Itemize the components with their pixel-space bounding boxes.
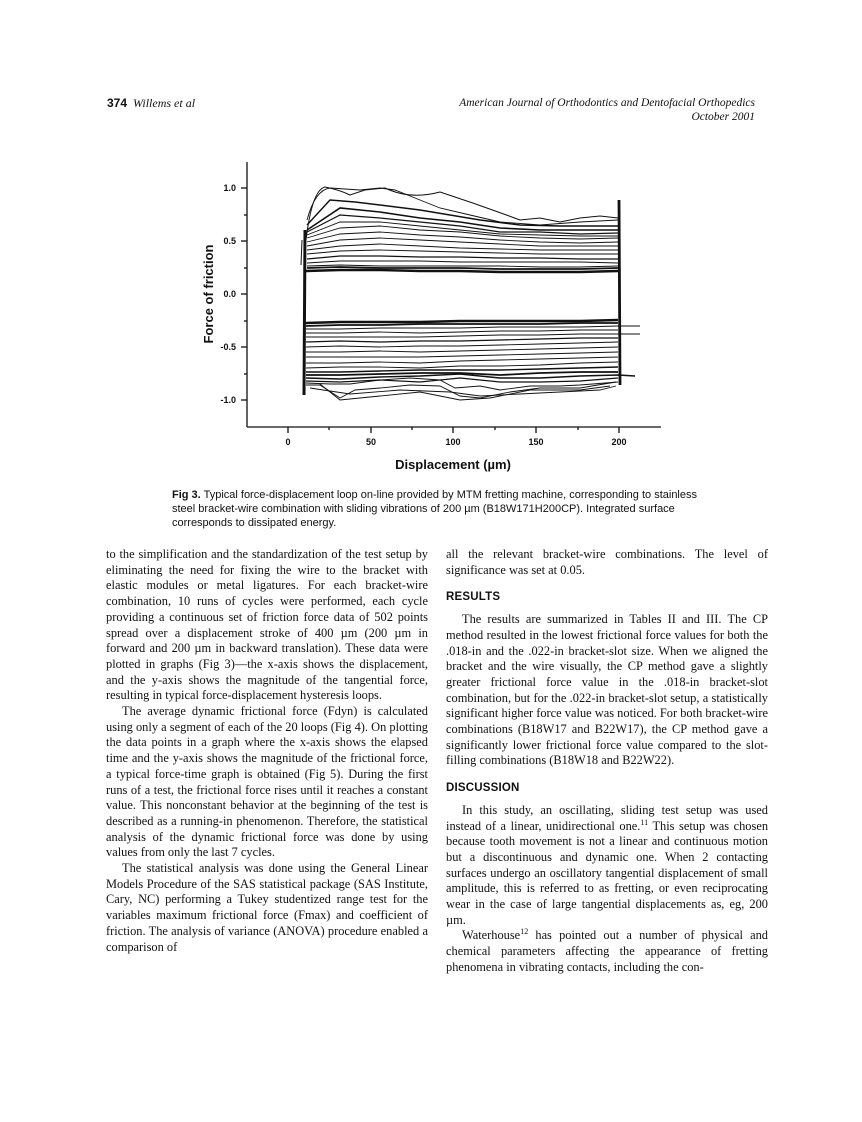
- page-number: 374: [107, 96, 128, 110]
- paragraph: The average dynamic frictional force (Fdyn) is calculated using only a segment of each of the 20 loops (Fig 4). On plotting the data points in a graph where the x-axis shows the elapsed time and the y-axis shows the magnitude of the frictional force, a typical force-time graph is obtained (Fig 5). During the first runs of a test, the frictional force rises until it reaches a constant value. This nonconstant behavior at the beginning of the test is described as a running-in phenomenon. Therefore, the statistical analysis of the dynamic frictional force was done by using values from only the last 7 cycles.: [106, 704, 428, 860]
- figure-caption: [172, 488, 702, 530]
- y-tick-labels: [220, 183, 236, 405]
- y-axis-label: Force of friction: [201, 244, 216, 344]
- text-run: has pointed out a number of physical and chemical parameters affecting the appearance of fretting phenomena in vibrating contacts, including the con-: [446, 928, 768, 974]
- reference-marker: 12: [520, 927, 529, 937]
- loop-traces: [301, 187, 640, 400]
- hysteresis-chart: [180, 160, 680, 480]
- svg-text:200: 200: [611, 437, 627, 447]
- figure-caption-text: Typical force-displacement loop on-line provided by MTM fretting machine, corresponding to stainless steel bracket-wire combination with sliding vibrations of 200 µm (B18W171H200CP). Integrated surface corresponds to dissipated energy.: [172, 489, 697, 529]
- svg-text:-0.5: -0.5: [220, 342, 236, 352]
- svg-text:50: 50: [365, 437, 377, 447]
- text-run: In this study, an oscillating, sliding test setup was used instead of a linear, unidirectional one.: [446, 802, 768, 833]
- reference-marker: 11: [640, 817, 649, 827]
- paragraph: The results are summarized in Tables II and III. The CP method resulted in the lowest frictional force values for both the .018-in and the .022-in bracket-slot size. When we aligned the bracket and the wire visually, the CP method gave a slightly greater frictional force value in the .018-in bracket-slot combination, but for the .022-in bracket-slot setup, a statistically significant higher force value was noticed. For both bracket-wire combinations (B18W17 and B22W17), the CP method gave a significantly lower frictional force value compared to the slot-filling combinations (B18W18 and B22W22).: [446, 612, 768, 768]
- x-tick-labels: [285, 437, 626, 447]
- left-column: [106, 547, 428, 955]
- svg-text:0.0: 0.0: [223, 289, 236, 299]
- figure-3: [180, 160, 680, 480]
- svg-text:100: 100: [445, 437, 461, 447]
- x-axis-label: Displacement (µm): [395, 457, 511, 472]
- svg-text:0.5: 0.5: [223, 236, 236, 246]
- journal-name: American Journal of Orthodontics and Dentofacial Orthopedics: [459, 97, 755, 109]
- author-line: Willems et al: [133, 96, 196, 110]
- paragraph: The statistical analysis was done using the General Linear Models Procedure of the SAS statistical package (SAS Institute, Cary, NC) performing a Tukey studentized range test for the variables maximum frictional force (Fmax) and coefficient of friction. The analysis of variance (ANOVA) procedure enabled a comparison of: [106, 861, 428, 954]
- running-head-right: [459, 96, 755, 124]
- svg-text:150: 150: [528, 437, 544, 447]
- svg-text:-1.0: -1.0: [220, 395, 236, 405]
- text-run: This setup was chosen because tooth movement is not a linear and continuous motion but a discontinuous and dynamic one. When 2 contacting surfaces undergo an oscillatory tangential displacement of small amplitude, this is referred to as fretting, or even reciprocating wear in the case of large tangential displacements as, eg, 200 µm.: [446, 818, 769, 927]
- section-heading-discussion: DISCUSSION: [446, 782, 520, 795]
- issue-date: October 2001: [691, 111, 755, 123]
- figure-label: Fig 3.: [172, 489, 201, 501]
- section-heading-results: RESULTS: [446, 591, 501, 604]
- right-column: [446, 547, 768, 976]
- running-head-left: [107, 96, 195, 111]
- paragraph: to the simplification and the standardization of the test setup by eliminating the need for fixing the wire to the bracket with elastic modules or metal ligatures. For each bracket-wire combination, 10 runs of cycles were performed, each cycle providing a continuous set of friction force data of 502 points spread over a displacement stroke of 400 µm (200 µm in forward and 200 µm in backward translation). These data were plotted in graphs (Fig 3)—the x-axis shows the displacement, and the y-axis shows the magnitude of the tangential force, resulting in typical force-displacement hysteresis loops.: [106, 547, 428, 703]
- paragraph: [446, 928, 768, 975]
- paragraph: [446, 803, 768, 929]
- svg-text:0: 0: [285, 437, 291, 447]
- running-head: [107, 96, 755, 136]
- text-run: Waterhouse: [462, 928, 521, 943]
- paragraph: all the relevant bracket-wire combinations. The level of significance was set at 0.05.: [446, 547, 768, 577]
- svg-text:1.0: 1.0: [223, 183, 236, 193]
